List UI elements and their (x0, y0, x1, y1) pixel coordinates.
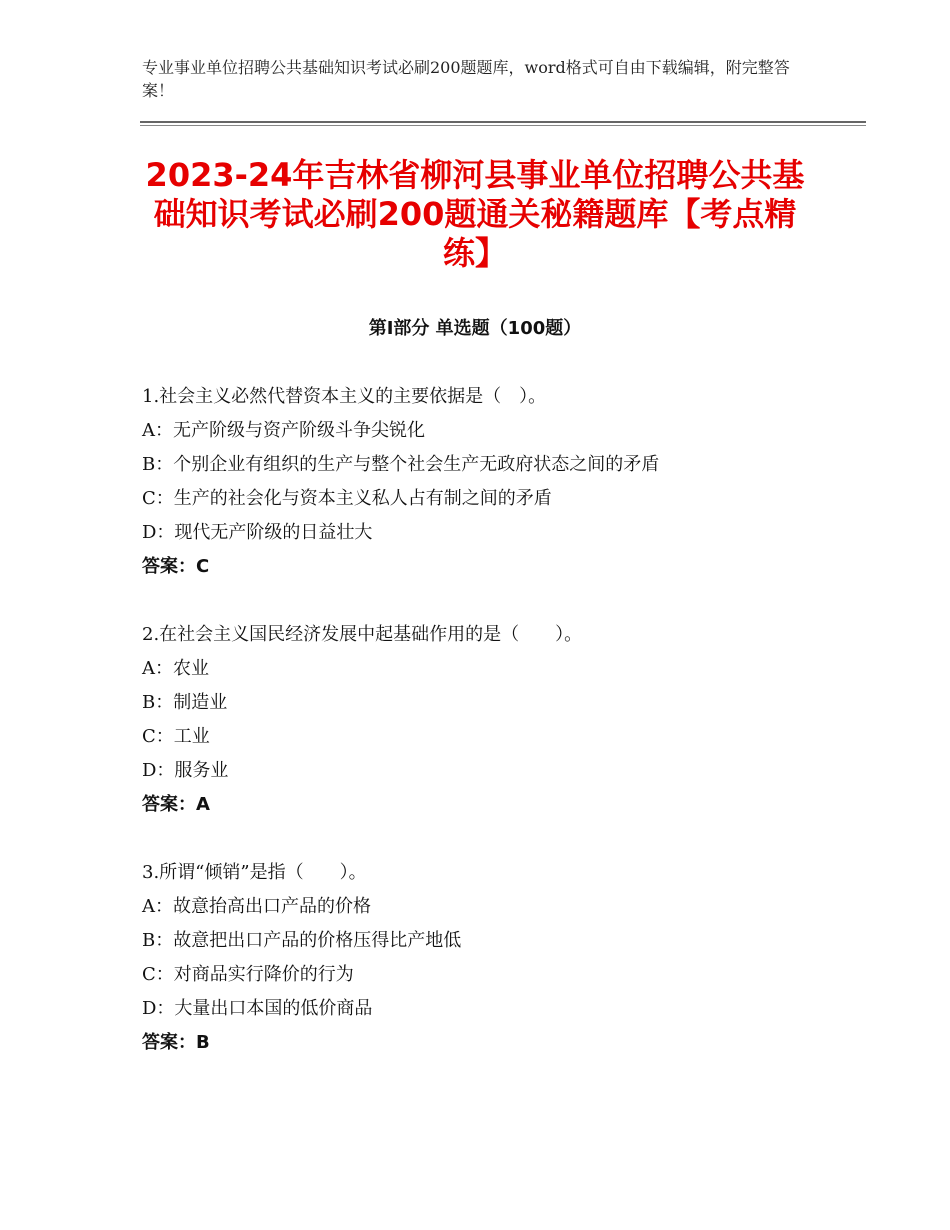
option-c: C：工业 (142, 726, 210, 747)
header-divider-thick (140, 121, 866, 123)
question-stem: 2.在社会主义国民经济发展中起基础作用的是（ ）。 (142, 624, 583, 645)
option-b: B：故意把出口产品的价格压得比产地低 (142, 930, 462, 951)
option-a: A：无产阶级与资产阶级斗争尖锐化 (142, 420, 425, 441)
question-item (142, 380, 842, 584)
answer-label: 答案：B (142, 1032, 210, 1053)
question-item (142, 856, 842, 1060)
option-b: B：制造业 (142, 692, 228, 713)
answer-label: 答案：C (142, 556, 210, 577)
question-stem: 1.社会主义必然代替资本主义的主要依据是（ ）。 (142, 386, 547, 407)
option-c: C：对商品实行降价的行为 (142, 964, 354, 985)
header-divider-thin (140, 125, 866, 126)
section-heading: 第Ⅰ部分 单选题（100题） (368, 318, 582, 339)
option-d: D：现代无产阶级的日益壮大 (142, 522, 373, 543)
option-d: D：服务业 (142, 760, 229, 781)
document-title: 2023-24年吉林省柳河县事业单位招聘公共基础知识考试必刷200题通关秘籍题库【考点精练】 (145, 156, 805, 272)
question-list (142, 380, 842, 1094)
question-stem: 3.所谓“倾销”是指（ ）。 (142, 862, 367, 883)
answer-label: 答案：A (142, 794, 210, 815)
option-c: C：生产的社会化与资本主义私人占有制之间的矛盾 (142, 488, 552, 509)
option-a: A：故意抬高出口产品的价格 (142, 896, 371, 917)
question-item (142, 618, 842, 822)
header-note: 专业事业单位招聘公共基础知识考试必刷200题题库，word格式可自由下载编辑，附完整答案！ (142, 58, 790, 100)
option-d: D：大量出口本国的低价商品 (142, 998, 373, 1019)
option-b: B：个别企业有组织的生产与整个社会生产无政府状态之间的矛盾 (142, 454, 660, 475)
option-a: A：农业 (142, 658, 209, 679)
